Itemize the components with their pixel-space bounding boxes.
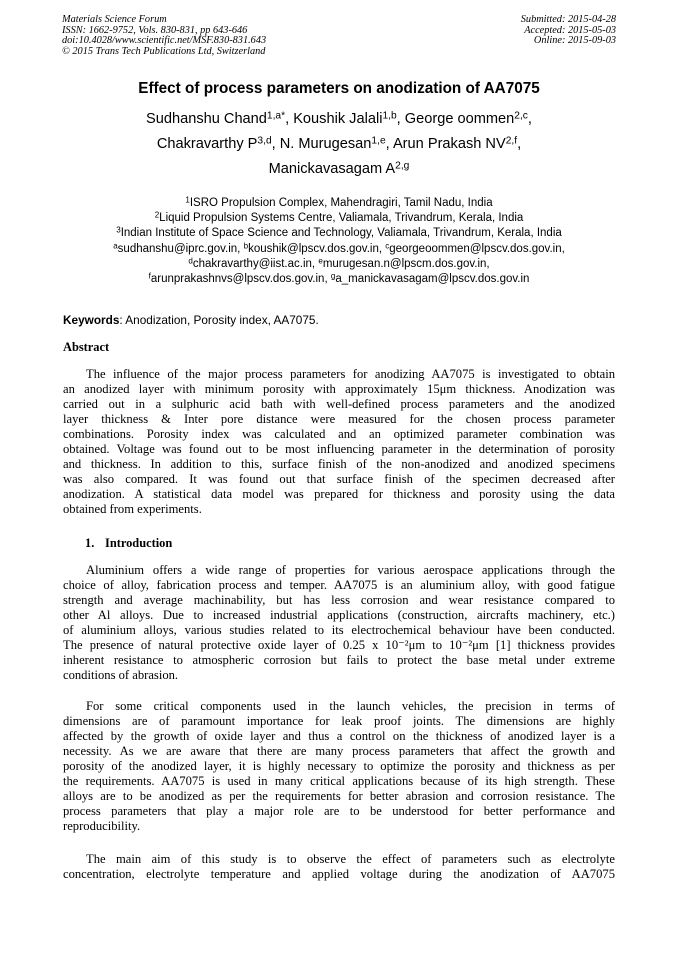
author-line: [0, 132, 678, 157]
text-line: was also compared. It was found out that surface finish of the specimen decreased after: [63, 472, 615, 487]
text-line: The influence of the major process parameters for anodizing AA7075 is investigated to obtain: [86, 367, 615, 381]
email-link[interactable]: sudhanshu@iprc.gov.in,: [117, 242, 244, 255]
text-line: porosity of the anodized layer, it is highly necessary to optimize the porosity and thickness as per: [63, 759, 615, 774]
email-mark: b: [243, 240, 249, 250]
author-name: George oommen: [404, 111, 515, 127]
email-mark: g: [330, 271, 336, 281]
author-line: [0, 157, 678, 182]
text-line: Aluminium offers a wide range of properties for various aerospace applications through the: [86, 563, 615, 577]
email-link[interactable]: chakravarthy@iist.ac.in,: [192, 257, 319, 270]
affiliation-text: Indian Institute of Space Science and Technology, Valiamala, Trivandrum, Kerala, India: [120, 227, 562, 240]
email-link[interactable]: georgeoommen@lpscv.dos.gov.in,: [389, 242, 565, 255]
text-line: necessity. As we are aware that there are many process parameters that affect the growth and: [63, 744, 615, 759]
text-line: process parameters that play a major role are to be understood for better performance and: [63, 804, 615, 819]
author-separator: ,: [396, 111, 405, 127]
author-name: Sudhanshu Chand: [146, 111, 267, 127]
email-mark: a: [113, 240, 118, 250]
text-line: reproducibility.: [63, 819, 141, 834]
author-separator: ,: [271, 136, 280, 152]
author-affiliation-mark: 2,f: [505, 135, 518, 147]
date-accepted: Accepted: 2015-05-03: [524, 24, 616, 36]
author-name: Manickavasagam A: [268, 161, 396, 177]
author-line: [0, 107, 678, 132]
affiliation-text: Liquid Propulsion Systems Centre, Valiamala, Trivandrum, Kerala, India: [159, 212, 524, 225]
section-title: Introduction: [105, 536, 173, 550]
author-affiliation-mark: 3,d: [257, 135, 272, 147]
email-mark: e: [318, 256, 323, 266]
section-number: 1.: [85, 536, 95, 550]
intro-paragraph: [63, 852, 615, 882]
intro-paragraph: [63, 563, 615, 683]
affiliation-mark: 2: [154, 210, 160, 220]
text-line: inherent resistance to atmospheric corrosion but fails to protect the base metal under extreme: [63, 653, 615, 668]
section-heading-introduction: [85, 536, 172, 551]
email-link[interactable]: arunprakashnvs@lpscv.dos.gov.in,: [150, 272, 331, 285]
author-affiliation-mark: 2,g: [395, 160, 410, 172]
journal-issn: ISSN: 1662-9752, Vols. 830-831, pp 643-646: [62, 24, 248, 36]
affiliation-mark: 3: [116, 225, 121, 235]
email-mark: f: [148, 271, 151, 281]
text-line: obtained from experiments.: [63, 502, 202, 517]
email-mark: d: [188, 256, 193, 266]
text-line: The main aim of this study is to observe the effect of parameters such as electrolyte: [86, 852, 615, 866]
email-link[interactable]: koushik@lpscv.dos.gov.in,: [248, 242, 386, 255]
text-line: carried out in a sulphuric acid bath with well-defined process parameters and the anodized: [63, 397, 615, 412]
text-line: conditions of abrasion.: [63, 668, 179, 683]
text-line: an anodized layer with minimum porosity with approximately 15μm thickness. Anodization was: [63, 382, 615, 397]
author-affiliation-mark: 1,b: [382, 110, 397, 122]
affiliation-line: [0, 211, 678, 226]
affiliation-list: [0, 196, 678, 287]
text-line: other Al alloys. Due to increased industrial applications (construction, aircrafts machinery, etc.): [63, 608, 615, 623]
journal-doi: doi:10.4028/www.scientific.net/MSF.830-831.643: [62, 35, 267, 47]
email-mark: c: [385, 240, 390, 250]
author-name: Arun Prakash NV: [392, 136, 506, 152]
intro-paragraph: [63, 699, 615, 834]
author-affiliation-mark: 1,e: [371, 135, 386, 147]
author-separator: ,: [527, 111, 532, 127]
affiliation-mark: 1: [185, 195, 190, 205]
journal-copyright: © 2015 Trans Tech Publications Ltd, Switzerland: [62, 45, 266, 57]
keywords-label: Keywords: [63, 313, 120, 327]
text-line: dimensions are of paramount importance for leak proof joints. The dimensions are highly: [63, 714, 615, 729]
date-online: Online: 2015-09-03: [533, 35, 616, 47]
text-line: obtained. Voltage was found out to be most influencing parameter in the determination of porosity: [63, 442, 615, 457]
text-line: alloys are to be anodized as per the requirements for better abrasion and corrosion resistance. The: [63, 789, 615, 804]
text-line: For some critical components used in the launch vehicles, the precision in terms of: [86, 699, 615, 713]
author-name: N. Murugesan: [279, 136, 372, 152]
text-line: affected by the growth of oxide layer and thus a control on the thickness of anodized layer is a: [63, 729, 615, 744]
text-line: layer thickness & Inter pore distance were measured for the chosen process parameter: [63, 412, 615, 427]
author-name: Koushik Jalali: [293, 111, 383, 127]
author-list: [0, 107, 678, 182]
email-line: [0, 257, 678, 272]
author-affiliation-mark: 2,c: [514, 110, 528, 122]
text-line: anodization. A statistical data model was prepared for thickness and porosity using the data: [63, 487, 615, 502]
email-link[interactable]: a_manickavasagam@lpscv.dos.gov.in: [335, 272, 530, 285]
text-line: concentration, electrolyte temperature and applied voltage during the anodization of AA7075: [63, 867, 615, 882]
journal-name: Materials Science Forum: [62, 14, 167, 25]
affiliation-line: [0, 196, 678, 211]
email-link[interactable]: murugesan.n@lpscm.dos.gov.in,: [322, 257, 490, 270]
paper-title: Effect of process parameters on anodization of AA7075: [138, 80, 540, 97]
author-separator: ,: [385, 136, 393, 152]
author-affiliation-mark: 1,a*: [266, 110, 286, 122]
text-line: of aluminium alloys, various studies related to its electrochemical behaviour have been conducted.: [63, 623, 615, 638]
text-line: The presence of natural protective oxide layer of 0.25 x 10⁻²μm to 10⁻²μm [1] thickness provides: [63, 638, 615, 653]
abstract-heading: Abstract: [63, 340, 110, 354]
affiliation-text: ISRO Propulsion Complex, Mahendragiri, Tamil Nadu, India: [189, 197, 493, 209]
affiliation-line: [0, 226, 678, 241]
keywords-line: [63, 313, 319, 328]
keywords-text: : Anodization, Porosity index, AA7075.: [119, 313, 319, 327]
author-separator: ,: [517, 136, 522, 152]
dates-header: [521, 15, 616, 47]
text-line: the requirements. AA7075 is used in many critical applications because of its high strength. These: [63, 774, 615, 789]
abstract-paragraph: [63, 367, 615, 517]
journal-header: [62, 15, 266, 57]
email-line: [0, 242, 678, 257]
email-line: [0, 272, 678, 287]
text-line: strength and average machinability, but has less corrosion and wear resistance compared to: [63, 593, 615, 608]
text-line: combinations. Porosity index was calculated and an optimized parameter combination was: [63, 427, 615, 442]
date-submitted: Submitted: 2015-04-28: [520, 14, 616, 25]
text-line: choice of alloy, fabrication process and temper. AA7075 is an aluminium alloy, with good fatigue: [63, 578, 615, 593]
text-line: and thickness. In addition to this, surface finish of the non-anodized and anodized specimens: [63, 457, 615, 472]
author-name: Chakravarthy P: [156, 136, 258, 152]
author-separator: ,: [285, 111, 294, 127]
